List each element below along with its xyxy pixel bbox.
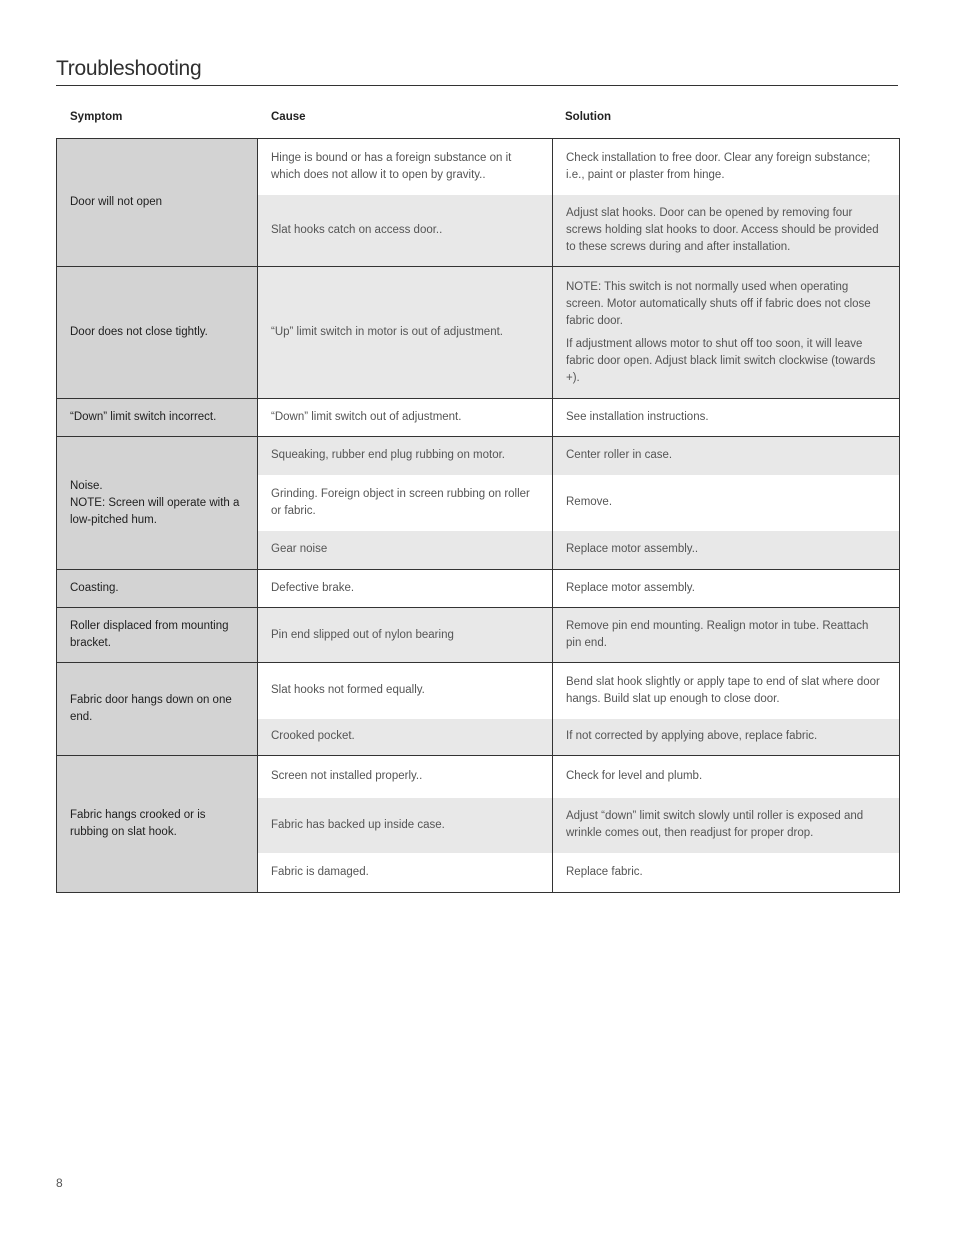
solution-cell bbox=[553, 608, 900, 663]
troubleshooting-table-body bbox=[57, 139, 900, 893]
solution-cell bbox=[553, 139, 900, 195]
solution-cell bbox=[553, 475, 900, 531]
solution-cell bbox=[553, 719, 900, 756]
cause-cell: Slat hooks catch on access door.. bbox=[258, 195, 553, 267]
solution-paragraph: Remove pin end mounting. Realign motor in tube. Reattach pin end. bbox=[566, 620, 869, 649]
cause-cell: Grinding. Foreign object in screen rubbing on roller or fabric. bbox=[258, 475, 553, 531]
cause-cell: Gear noise bbox=[258, 531, 553, 570]
solution-paragraph: Replace motor assembly. bbox=[566, 582, 695, 594]
symptom-cell bbox=[57, 399, 258, 437]
symptom-cell bbox=[57, 570, 258, 608]
table-row bbox=[57, 570, 900, 608]
table-row bbox=[57, 663, 900, 719]
solution-paragraph: Check installation to free door. Clear any foreign substance; i.e., paint or plaster from hinge. bbox=[566, 151, 871, 181]
symptom-text: NOTE: Screen will operate with a low-pitched hum. bbox=[70, 496, 240, 526]
solution-cell bbox=[553, 663, 900, 719]
column-header-solution: Solution bbox=[565, 111, 611, 123]
symptom-cell bbox=[57, 663, 258, 756]
symptom-text: Noise. bbox=[70, 479, 103, 492]
solution-paragraph: Check for level and plumb. bbox=[566, 770, 703, 783]
cause-cell: Crooked pocket. bbox=[258, 719, 553, 756]
cause-cell: Fabric has backed up inside case. bbox=[258, 798, 553, 853]
title-divider bbox=[56, 85, 898, 86]
table-row bbox=[57, 139, 900, 195]
solution-paragraph: See installation instructions. bbox=[566, 411, 709, 423]
cause-cell: Slat hooks not formed equally. bbox=[258, 663, 553, 719]
cause-cell: Screen not installed properly.. bbox=[258, 756, 553, 798]
symptom-text: Roller displaced from mounting bracket. bbox=[70, 620, 229, 649]
solution-cell bbox=[553, 853, 900, 893]
symptom-text: Door does not close tightly. bbox=[70, 326, 208, 338]
solution-cell bbox=[553, 267, 900, 399]
symptom-text: Fabric hangs crooked or is rubbing on slat hook. bbox=[70, 809, 206, 838]
table-row bbox=[57, 399, 900, 437]
solution-paragraph: NOTE: This switch is not normally used when operating screen. Motor automatically shuts off if fabric does not close fabric door. bbox=[566, 280, 871, 327]
solution-paragraph: If not corrected by applying above, replace fabric. bbox=[566, 730, 818, 743]
solution-cell bbox=[553, 531, 900, 570]
table-row bbox=[57, 437, 900, 475]
solution-cell bbox=[553, 756, 900, 798]
symptom-cell bbox=[57, 756, 258, 893]
solution-cell bbox=[553, 798, 900, 853]
symptom-text: Door will not open bbox=[70, 196, 163, 208]
page-number: 8 bbox=[56, 1176, 63, 1190]
cause-cell: Fabric is damaged. bbox=[258, 853, 553, 893]
solution-cell bbox=[553, 570, 900, 608]
solution-paragraph: Adjust “down” limit switch slowly until roller is exposed and wrinkle comes out, then readjust for proper drop. bbox=[566, 810, 864, 839]
cause-cell: Squeaking, rubber end plug rubbing on motor. bbox=[258, 437, 553, 475]
solution-paragraph: Center roller in case. bbox=[566, 449, 673, 462]
solution-paragraph: Remove. bbox=[566, 496, 613, 508]
cause-cell: Pin end slipped out of nylon bearing bbox=[258, 608, 553, 663]
symptom-text: Coasting. bbox=[70, 582, 119, 594]
table-row bbox=[57, 756, 900, 798]
solution-paragraph: Replace motor assembly.. bbox=[566, 543, 699, 556]
solution-cell bbox=[553, 437, 900, 475]
symptom-cell bbox=[57, 608, 258, 663]
cause-cell: Defective brake. bbox=[258, 570, 553, 608]
cause-cell: Hinge is bound or has a foreign substance on it which does not allow it to open by gravity.. bbox=[258, 139, 553, 195]
solution-cell bbox=[553, 195, 900, 267]
solution-cell bbox=[553, 399, 900, 437]
symptom-text: “Down” limit switch incorrect. bbox=[70, 411, 217, 423]
cause-cell: “Up” limit switch in motor is out of adjustment. bbox=[258, 267, 553, 399]
solution-paragraph: If adjustment allows motor to shut off too soon, it will leave fabric door open. Adjust black limit switch clockwise (towards +). bbox=[566, 337, 876, 384]
table-row bbox=[57, 267, 900, 399]
symptom-cell bbox=[57, 437, 258, 570]
symptom-cell bbox=[57, 139, 258, 267]
solution-paragraph: Replace fabric. bbox=[566, 865, 643, 878]
troubleshooting-table bbox=[56, 138, 900, 893]
symptom-cell bbox=[57, 267, 258, 399]
table-row bbox=[57, 608, 900, 663]
page-title: Troubleshooting bbox=[56, 57, 202, 80]
solution-paragraph: Adjust slat hooks. Door can be opened by removing four screws holding slat hooks to door. Access should be provided to these screws during and after installation. bbox=[566, 206, 879, 253]
column-header-cause: Cause bbox=[271, 111, 306, 123]
solution-paragraph: Bend slat hook slightly or apply tape to end of slat where door hangs. Build slat up enough to close door. bbox=[566, 675, 880, 705]
cause-cell: “Down” limit switch out of adjustment. bbox=[258, 399, 553, 437]
symptom-text: Fabric door hangs down on one end. bbox=[70, 694, 232, 723]
column-header-symptom: Symptom bbox=[70, 111, 123, 123]
